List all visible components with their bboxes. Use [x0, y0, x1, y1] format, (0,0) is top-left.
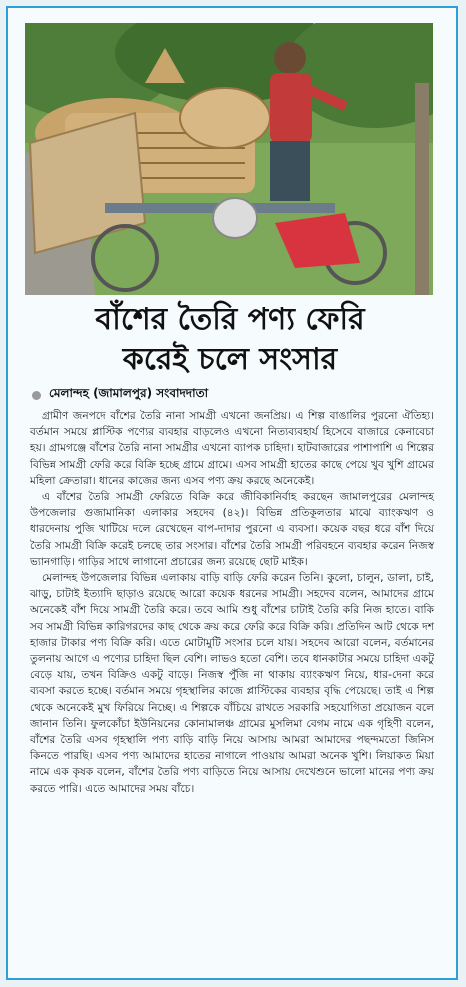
paragraph-2: এ বাঁশের তৈরি সামগ্রী ফেরিতে বিক্রি করে জীবিকানির্বাহ করছেন জামালপুরের মেলান্দহ উপজেলার গুজামানিকা এলাকার সহদেব (৪২)। বিভিন্ন প্রতিকূলতার মাঝে ব্যাংকঋণ ও ধারদেনায় পুজি খাটিয়ে দলে রেখেছেন বাপ-দাদার পুরনো এ ব্যবসা। কয়েক বছর ধরে বাঁশ দিয়ে তৈরি সামগ্রী বিক্রি করেই চলছে তার সংসার। বাঁশের তৈরি সামগ্রী পরিবহনে ব্যবহার করেন নিজস্ব ভ্যানগাড়ি। গাড়ির সাথে লাগানো প্রচারের জন্য রয়েছে ছোট মাইক।: [30, 491, 434, 568]
byline: [32, 386, 432, 404]
headline: [14, 300, 446, 380]
bullet-dot-icon: [32, 391, 41, 400]
article-body: [30, 408, 434, 797]
headline-line-2: করেই চলে সংসার: [122, 342, 338, 377]
paragraph-3: মেলান্দহ উপজেলার বিভিন্ন এলাকায় বাড়ি বাড়ি ফেরি করেন তিনি। কুলো, চালুন, ডালা, চাই, ঝাড়ু, চাটাই ইত্যাদি ছাড়াও রয়েছে আরো কয়েক ধরনের সামগ্রী। সহদেব বলেন, আমাদের গ্রামে অনেকেই বাঁশ দিয়ে সামগ্রী তৈরি করে। তবে আমি শুধু বাঁশের চাটাই তৈরি করি নিজ হাতে। বাকি সব সামগ্রী বিভিন্ন কারিগরদের কাছ থেকে ক্রয় করে ফেরি করে বিক্রি করি। প্রতিদিন আট থেকে দশ হাজার টাকার পণ্য বিক্রি করি। এতে মোটামুটি সংসার চলে যায়। সহদেব আরো বলেন, বর্তমানের তুলনায় আগে এ পণ্যের চাহিদা ছিল বেশি। লাভও হতো বেশি। তবে ধানকাটার সময়ে চাহিদা একটু বেড়ে যায়, তখন বিক্রিও একটু বাড়ে। নিজস্ব পুঁজি না থাকায় ব্যাংকঋণ নিয়ে, ধার-দেনা করে ব্যবসা করতে হচ্ছে। বর্তমান সময়ে গৃহস্থালির কাজে প্লাস্টিকের ব্যবহার বৃদ্ধি পেয়েছে। তাই এ শিল্প থেকে অনেকেই মুখ ফিরিয়ে নিচ্ছে। এ শিল্পকে বাঁচিয়ে রাখতে সরকারি সহযোগিতা প্রয়োজন বলে জানান তিনি। ফুলকোঁচা ইউনিয়নের কোনামালঞ্চ গ্রামের মুসলিমা বেগম নামে এক গৃহিণী বলেন, বাঁশের তৈরি এসব গৃহস্থালি পণ্য বাড়ি বাড়ি নিয়ে আসায় আমরা আমাদের পছন্দমতো জিনিস কিনতে পারছি। এসব পণ্য আমাদের হাতের নাগালে পাওয়ায় আমরা অনেক খুশি। লিয়াকত মিয়া নামে এক কৃষক বলেন, বাঁশের তৈরি পণ্য বাড়িতে নিয়ে আসায় দেখেশুনে ভালো মানের পণ্য ক্রয় করতে পারি। এতে আমাদের সময় বাঁচে।: [30, 572, 434, 795]
vendor-van-photo: [25, 23, 433, 295]
paragraph-1: গ্রামীণ জনপদে বাঁশের তৈরি নানা সামগ্রী এখনো জনপ্রিয়। এ শিল্প বাঙালির পুরনো ঐতিহ্য। বর্তমান সময়ে প্লাস্টিক পণ্যের ব্যবহার বাড়লেও এখনো নিত্যব্যবহার্য হিসেবে বাজারে কেনাবেচা হয়। গ্রামগঞ্জে বাঁশের তৈরি নানা সামগ্রীর এখনো ব্যাপক চাহিদা। হাটবাজারের পাশাপাশি এ শিল্পের বিভিন্ন সামগ্রী ফেরি করে বিক্রি হচ্ছে গ্রামে গ্রামে। এসব সামগ্রী হাতের কাছে পেয়ে খুব খুশি গ্রামের মহিলা ক্রেতারা। ধানের কাজের জন্য এসব পণ্য ক্রয় করছে অনেকেই।: [30, 410, 434, 487]
headline-line-1: বাঁশের তৈরি পণ্য ফেরি: [95, 302, 365, 337]
byline-text: মেলান্দহ (জামালপুর) সংবাদদাতা: [49, 386, 209, 400]
news-photo: [25, 23, 433, 295]
